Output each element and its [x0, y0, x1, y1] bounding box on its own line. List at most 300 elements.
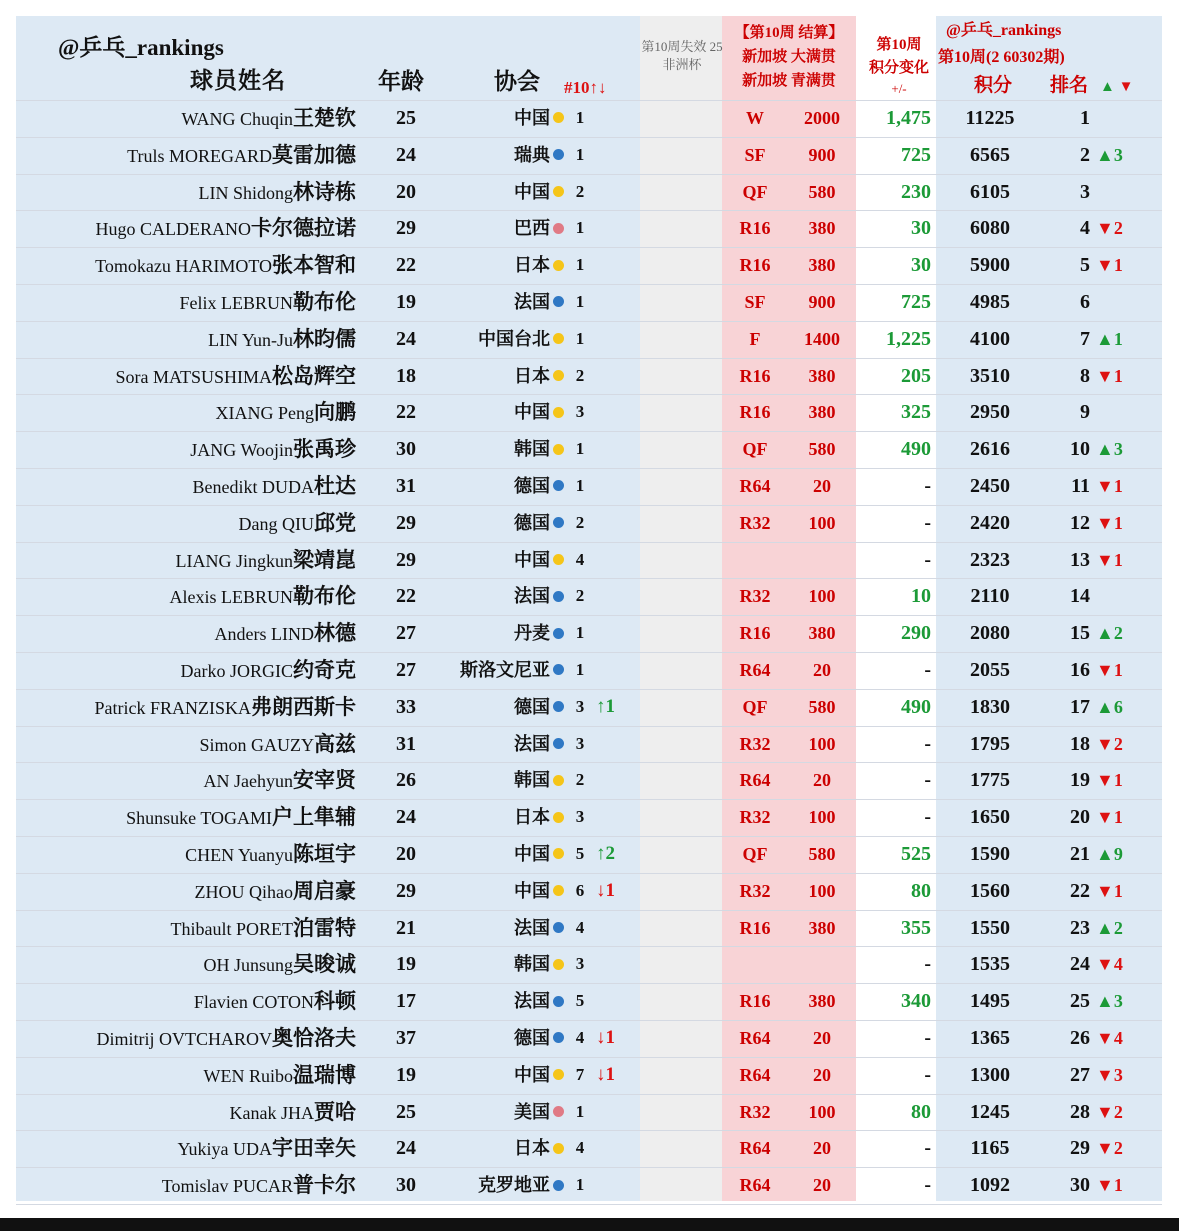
header-arrow-up: ▲: [1100, 79, 1115, 95]
event-round: R16: [739, 365, 771, 386]
association-dot-icon: [553, 664, 564, 675]
event-points: 580: [808, 439, 836, 460]
player-name-en: Yukiya UDA: [177, 1139, 272, 1160]
event-round: R32: [739, 733, 771, 754]
association-name: 日本: [514, 365, 550, 386]
player-name-cn: 宇田幸矢: [272, 1136, 356, 1161]
player-age: 30: [396, 1174, 416, 1197]
total-points: 1245: [970, 1100, 1010, 1123]
player-name-cn: 户上隼辅: [272, 805, 356, 830]
table-row: [16, 836, 1162, 873]
player-age: 20: [396, 843, 416, 865]
event-round: R64: [739, 1064, 771, 1085]
player-name-en: Simon GAUZY: [199, 734, 314, 755]
event-points: 580: [808, 181, 836, 202]
player-name-cn: 陈垣宇: [293, 842, 356, 866]
association-dot-icon: [553, 186, 564, 197]
rank-change: ▲9: [1096, 844, 1123, 864]
player-name-cn: 林诗栋: [293, 179, 356, 204]
points-change: 490: [901, 695, 931, 718]
player-association: [436, 1130, 564, 1167]
table-row: [16, 983, 1162, 1020]
header-week-rank: #10↑↓: [564, 78, 607, 97]
association-dot-icon: [553, 738, 564, 749]
player-age: 25: [396, 107, 416, 129]
points-change: -: [924, 475, 931, 497]
event-round: [722, 946, 788, 983]
table-row: [16, 873, 1162, 910]
week-rank-move: ↓1: [596, 1063, 615, 1085]
week-rank: 7: [575, 1064, 585, 1084]
points-change: 205: [901, 364, 931, 387]
association-name: 克罗地亚: [478, 1175, 550, 1196]
player-association: [436, 137, 564, 174]
association-dot-icon: [553, 1143, 564, 1154]
player-association: [436, 431, 564, 468]
player-age: 29: [396, 217, 416, 240]
player-name-cn: 勒布伦: [293, 290, 356, 314]
week-rank: 4: [575, 917, 585, 937]
association-name: 美国: [514, 1101, 550, 1122]
total-points: 1300: [970, 1063, 1010, 1086]
rank-change: ▼1: [1096, 549, 1123, 570]
association-name: 中国: [514, 844, 550, 864]
total-points: 1650: [970, 806, 1010, 829]
association-name: 中国: [514, 880, 550, 901]
table-row: [16, 247, 1162, 284]
association-dot-icon: [553, 260, 564, 271]
week-rank: 1: [575, 144, 585, 164]
week-rank-move: [596, 1130, 626, 1167]
player-age: 22: [396, 401, 416, 424]
player-name-en: LIN Yun-Ju: [208, 329, 293, 350]
association-name: 德国: [514, 476, 550, 496]
player-name-en: Dang QIU: [238, 513, 314, 534]
rank-number: 20: [1070, 806, 1090, 829]
association-dot-icon: [553, 149, 564, 160]
event-round: R64: [739, 770, 771, 791]
association-name: 中国: [514, 1064, 550, 1085]
event-points: 100: [808, 512, 836, 533]
rank-number: 4: [1080, 217, 1090, 240]
header-change-1: 第10周: [876, 37, 922, 53]
points-change: 725: [901, 143, 931, 166]
week-rank-move: [596, 468, 626, 505]
player-name-cn: 梁靖崑: [293, 547, 356, 572]
player-name-cn: 周启豪: [293, 878, 356, 903]
player-age: 20: [396, 180, 416, 203]
total-points: 1495: [970, 990, 1010, 1013]
player-name-en: Felix LEBRUN: [179, 293, 293, 313]
total-points: 11225: [965, 107, 1015, 129]
association-dot-icon: [553, 591, 564, 602]
event-round: R32: [739, 512, 771, 533]
rank-change: ▼2: [1096, 1138, 1123, 1159]
event-round: [722, 542, 788, 579]
handle-title: @乒乓_rankings: [58, 35, 224, 60]
player-name: [16, 431, 356, 468]
player-age: 25: [396, 1100, 416, 1123]
week-rank: 1: [575, 328, 585, 348]
player-age: 26: [396, 769, 416, 792]
player-name-en: Dimitrij OVTCHAROV: [96, 1029, 272, 1049]
table-row: [16, 652, 1162, 689]
association-name: 韩国: [514, 954, 550, 975]
event-round: QF: [742, 844, 768, 864]
rank-change: ▼4: [1096, 954, 1123, 975]
event-round: R16: [739, 402, 771, 423]
player-name-cn: 勒布伦: [293, 584, 356, 609]
ranking-table: [16, 16, 1162, 1201]
player-association: [436, 321, 564, 358]
player-association: [436, 468, 564, 505]
rank-change: ▼3: [1096, 1064, 1123, 1085]
player-association: [436, 100, 564, 137]
week-rank-move: ↑1: [596, 695, 615, 717]
week-rank-move: [596, 174, 626, 211]
event-points: 20: [813, 660, 831, 680]
total-points: 5900: [970, 254, 1010, 277]
event-round: R64: [739, 476, 771, 496]
player-name-en: Patrick FRANZISKA: [94, 697, 251, 718]
player-name-en: Shunsuke TOGAMI: [126, 808, 272, 829]
player-age: 33: [396, 695, 416, 718]
week-rank-move: [596, 358, 626, 395]
points-change: 355: [901, 916, 931, 939]
total-points: 1775: [970, 769, 1010, 792]
rank-number: 8: [1080, 364, 1090, 387]
player-name-cn: 王楚钦: [293, 106, 356, 130]
event-points: [788, 946, 856, 983]
player-age: 24: [396, 806, 416, 829]
points-change: -: [924, 511, 931, 534]
total-points: 1590: [970, 843, 1010, 865]
rank-change: ▲6: [1096, 696, 1123, 717]
player-name: [16, 505, 356, 542]
week-rank: 1: [575, 623, 585, 643]
rank-number: 9: [1080, 401, 1090, 424]
player-name-en: Benedikt DUDA: [192, 477, 314, 497]
header-arrow-down: ▼: [1118, 79, 1134, 95]
association-name: 韩国: [514, 770, 550, 791]
association-dot-icon: [553, 885, 564, 896]
association-dot-icon: [553, 1032, 564, 1043]
player-association: [436, 1094, 564, 1131]
player-age: 29: [396, 511, 416, 534]
association-dot-icon: [553, 407, 564, 418]
header-association: 协会: [494, 69, 540, 94]
rank-number: 17: [1070, 695, 1090, 718]
rank-number: 27: [1070, 1063, 1090, 1086]
player-name-cn: 弗朗西斯卡: [251, 694, 356, 719]
player-association: [436, 174, 564, 211]
week-rank: 3: [575, 402, 585, 422]
association-name: 法国: [514, 733, 550, 754]
table-row: [16, 615, 1162, 652]
table-row: [16, 284, 1162, 321]
rank-number: 29: [1070, 1137, 1090, 1160]
week-rank: 1: [575, 439, 585, 459]
event-points: 100: [808, 1101, 836, 1122]
event-points: 580: [808, 696, 836, 717]
player-name-en: Sora MATSUSHIMA: [115, 366, 272, 387]
player-name-cn: 林德: [314, 621, 356, 646]
event-round: R32: [739, 1101, 771, 1122]
header-event-2: 新加坡 大满贯: [742, 49, 836, 65]
event-round: F: [749, 328, 761, 349]
association-dot-icon: [553, 628, 564, 639]
header-event-3: 新加坡 青满贯: [742, 73, 836, 89]
week-rank-move: [596, 1167, 626, 1204]
player-name: [16, 542, 356, 579]
total-points: 6565: [970, 143, 1010, 166]
association-dot-icon: [553, 775, 564, 786]
week-rank-move: ↓1: [596, 1027, 615, 1048]
player-association: [436, 210, 564, 247]
rank-change: [1096, 100, 1136, 137]
header-rank-handle: @乒乓_rankings: [946, 22, 1062, 39]
player-name: [16, 726, 356, 763]
total-points: 2450: [970, 475, 1010, 497]
association-name: 中国: [514, 181, 550, 202]
rank-number: 28: [1070, 1100, 1090, 1123]
player-age: 19: [396, 1063, 416, 1086]
event-points: [788, 542, 856, 579]
table-row: [16, 100, 1162, 137]
event-points: 20: [813, 476, 831, 496]
points-change: -: [924, 1063, 931, 1086]
bottom-bar: [0, 1218, 1179, 1231]
event-round: QF: [742, 439, 768, 460]
player-name: [16, 137, 356, 174]
row-divider: [16, 1204, 1162, 1205]
total-points: 6105: [970, 180, 1010, 203]
rank-number: 14: [1070, 585, 1090, 608]
week-rank: 4: [575, 549, 585, 569]
week-rank-move: ↑2: [596, 843, 615, 864]
total-points: 1795: [970, 732, 1010, 755]
rank-change: ▼1: [1096, 807, 1123, 828]
week-rank: 5: [575, 844, 585, 863]
player-name-en: Tomislav PUCAR: [161, 1176, 293, 1197]
player-name-cn: 温瑞博: [293, 1062, 356, 1087]
player-name-en: LIN Shidong: [198, 182, 293, 203]
rank-change: ▼1: [1096, 512, 1123, 533]
player-age: 18: [396, 364, 416, 387]
rank-number: 24: [1070, 953, 1090, 976]
week-rank-move: [596, 100, 626, 137]
player-name: [16, 468, 356, 505]
player-name-en: WEN Ruibo: [203, 1065, 293, 1086]
association-name: 瑞典: [514, 144, 550, 165]
week-rank: 1: [575, 660, 585, 679]
week-rank-move: [596, 1094, 626, 1131]
player-age: 31: [396, 732, 416, 755]
rank-change: ▼1: [1096, 365, 1123, 386]
player-association: [436, 1020, 564, 1057]
table-row: [16, 1057, 1162, 1094]
player-association: [436, 836, 564, 873]
association-name: 中国: [514, 549, 550, 570]
event-points: 900: [808, 144, 836, 165]
association-dot-icon: [553, 922, 564, 933]
rank-number: 7: [1080, 327, 1090, 350]
rank-change: ▼4: [1096, 1028, 1123, 1048]
event-points: 380: [808, 623, 836, 644]
points-change: -: [924, 732, 931, 755]
player-name-cn: 泊雷特: [293, 915, 356, 940]
rank-change: [1096, 174, 1136, 211]
week-rank: 1: [575, 1101, 585, 1121]
association-name: 斯洛文尼亚: [460, 660, 550, 680]
event-round: R64: [739, 1138, 771, 1159]
points-change: -: [924, 953, 931, 976]
player-name-en: ZHOU Qihao: [194, 881, 293, 902]
association-dot-icon: [553, 223, 564, 234]
player-name: [16, 836, 356, 873]
total-points: 1092: [970, 1174, 1010, 1197]
player-name-cn: 杜达: [314, 474, 356, 498]
table-row: [16, 910, 1162, 947]
points-change: 80: [911, 1100, 931, 1123]
event-points: 100: [808, 880, 836, 901]
rank-change: ▲3: [1096, 439, 1123, 460]
association-dot-icon: [553, 296, 564, 307]
week-rank-move: [596, 578, 626, 615]
player-name: [16, 174, 356, 211]
event-round: R64: [739, 1175, 771, 1196]
player-name-en: JANG Woojin: [190, 440, 293, 461]
rank-change: ▼2: [1096, 733, 1123, 754]
event-round: W: [746, 108, 764, 128]
points-change: 30: [911, 254, 931, 277]
week-rank-move: [596, 726, 626, 763]
association-dot-icon: [553, 480, 564, 491]
player-age: 22: [396, 254, 416, 277]
association-name: 法国: [514, 991, 550, 1012]
player-name: [16, 358, 356, 395]
total-points: 2323: [970, 548, 1010, 571]
player-name-cn: 松岛辉空: [272, 363, 356, 388]
association-name: 德国: [514, 696, 550, 717]
total-points: 4985: [970, 291, 1010, 313]
event-points: 380: [808, 255, 836, 276]
table-row: [16, 799, 1162, 836]
header-event-1: 【第10周 结算】: [734, 25, 844, 41]
association-dot-icon: [553, 1106, 564, 1117]
rank-number: 10: [1070, 438, 1090, 461]
rank-number: 2: [1080, 143, 1090, 166]
player-name-en: Kanak JHA: [229, 1102, 314, 1123]
association-name: 德国: [514, 512, 550, 533]
player-name-cn: 奥恰洛夫: [272, 1026, 356, 1050]
player-age: 19: [396, 953, 416, 976]
header-change-2: 积分变化: [868, 60, 929, 76]
points-change: -: [924, 1137, 931, 1160]
points-change: 290: [901, 622, 931, 645]
total-points: 1365: [970, 1027, 1010, 1049]
player-name-cn: 吴晙诚: [293, 952, 356, 977]
points-change: -: [924, 548, 931, 571]
table-row: [16, 762, 1162, 799]
association-dot-icon: [553, 848, 564, 859]
rank-number: 19: [1070, 769, 1090, 792]
header-drop: 第10周失效 25非洲杯: [641, 39, 723, 73]
rank-number: 25: [1070, 990, 1090, 1013]
player-association: [436, 1167, 564, 1204]
player-name-cn: 约奇克: [293, 658, 356, 682]
table-row: [16, 394, 1162, 431]
rank-change: ▲2: [1096, 917, 1123, 938]
player-name: [16, 394, 356, 431]
points-change: 230: [901, 180, 931, 203]
player-age: 24: [396, 327, 416, 350]
week-rank-move: [596, 542, 626, 579]
table-row: [16, 137, 1162, 174]
player-name-en: CHEN Yuanyu: [185, 845, 293, 865]
event-round: R16: [739, 623, 771, 644]
player-name-cn: 普卡尔: [293, 1173, 356, 1198]
player-name-en: Tomokazu HARIMOTO: [95, 256, 272, 277]
table-row: [16, 210, 1162, 247]
header-rank: 排名: [1050, 75, 1089, 96]
week-rank: 1: [575, 108, 585, 127]
total-points: 2950: [970, 401, 1010, 424]
player-name: [16, 983, 356, 1020]
table-row: [16, 946, 1162, 983]
points-change: 30: [911, 217, 931, 240]
event-round: SF: [744, 144, 766, 165]
points-change: -: [924, 769, 931, 792]
event-points: 2000: [804, 108, 840, 128]
association-dot-icon: [553, 1069, 564, 1080]
event-round: R16: [739, 917, 771, 938]
player-age: 29: [396, 548, 416, 571]
association-name: 日本: [514, 807, 550, 828]
player-age: 24: [396, 1137, 416, 1160]
header-change-3: +/-: [891, 81, 907, 96]
association-name: 法国: [514, 917, 550, 938]
player-association: [436, 394, 564, 431]
rank-number: 15: [1070, 622, 1090, 645]
points-change: 490: [901, 438, 931, 461]
association-dot-icon: [553, 1180, 564, 1191]
association-name: 中国: [514, 402, 550, 423]
total-points: 2055: [970, 659, 1010, 681]
event-points: 1400: [804, 328, 840, 349]
rank-change: [1096, 284, 1136, 321]
rank-change: ▲3: [1096, 144, 1123, 165]
player-age: 21: [396, 916, 416, 939]
rank-number: 18: [1070, 732, 1090, 755]
week-rank-move: ↓1: [596, 879, 615, 901]
total-points: 6080: [970, 217, 1010, 240]
player-age: 27: [396, 659, 416, 681]
player-name: [16, 210, 356, 247]
rank-number: 26: [1070, 1027, 1090, 1049]
rank-change: ▲3: [1096, 991, 1123, 1012]
player-name: [16, 321, 356, 358]
player-age: 19: [396, 291, 416, 313]
points-change: 525: [901, 843, 931, 865]
header-points: 积分: [974, 75, 1013, 96]
table-row: [16, 174, 1162, 211]
rank-number: 23: [1070, 916, 1090, 939]
total-points: 2420: [970, 511, 1010, 534]
rank-number: 13: [1070, 548, 1090, 571]
rank-change: ▲2: [1096, 623, 1123, 644]
week-rank: 1: [575, 1175, 585, 1195]
